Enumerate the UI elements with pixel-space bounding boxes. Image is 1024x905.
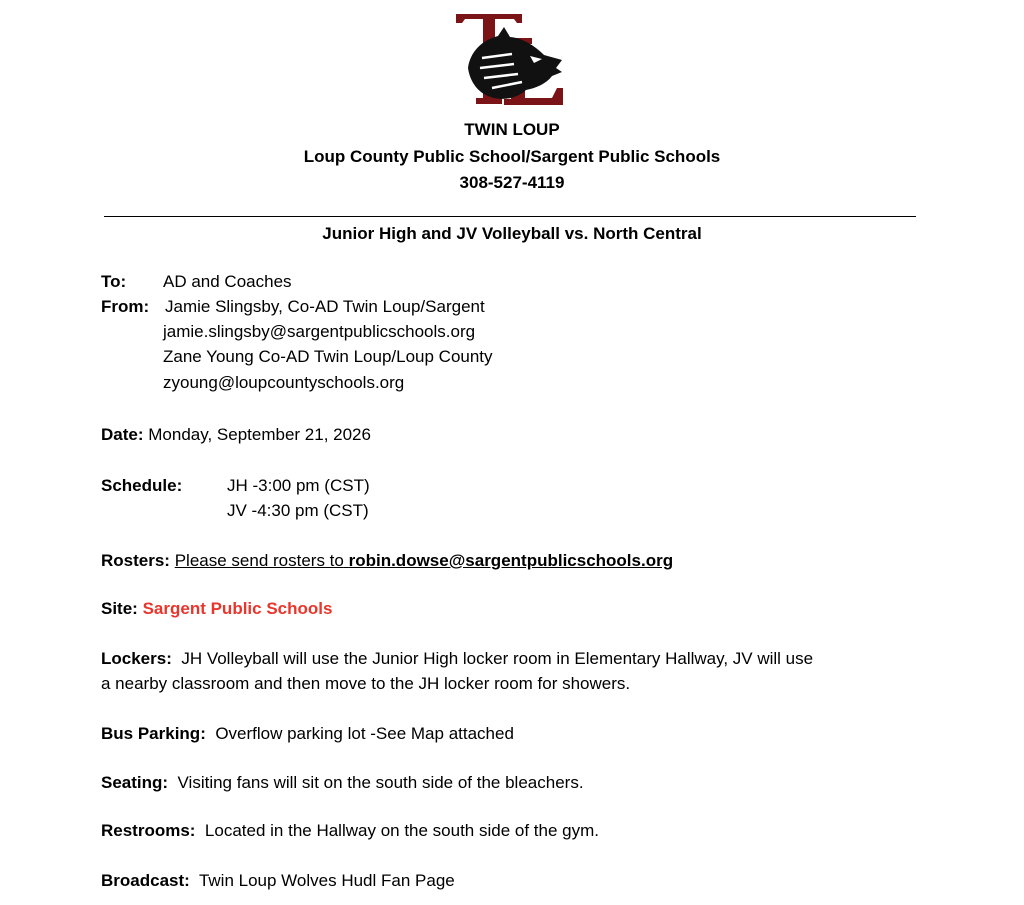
to-label: To:	[101, 272, 127, 291]
seating-label: Seating:	[101, 773, 169, 792]
org-name: TWIN LOUP	[464, 120, 560, 139]
to-row	[101, 271, 126, 293]
schools-line: Loup County Public School/Sargent Public Schools	[303, 147, 721, 166]
twin-loup-logo	[452, 10, 566, 110]
rosters-row	[101, 550, 673, 572]
rosters-text: Please send rosters to	[174, 551, 344, 570]
restrooms-row	[101, 820, 599, 842]
restrooms-value: Located in the Hallway on the south side of the gym.	[204, 821, 599, 840]
bus-row	[101, 723, 514, 745]
schedule-label: Schedule:	[101, 476, 183, 495]
seating-value: Visiting fans will sit on the south side of the bleachers.	[177, 773, 584, 792]
site-value: Sargent Public Schools	[142, 599, 333, 618]
restrooms-label: Restrooms:	[101, 821, 196, 840]
broadcast-value: Twin Loup Wolves Hudl Fan Page	[198, 871, 455, 890]
from-line-1: Jamie Slingsby, Co-AD Twin Loup/Sargent	[165, 297, 485, 316]
from-email-2[interactable]: zyoung@loupcountyschools.org	[163, 373, 405, 392]
memo-title: Junior High and JV Volleyball vs. North Central	[322, 224, 702, 243]
broadcast-row	[101, 870, 455, 892]
lockers-line-1: JH Volleyball will use the Junior High locker room in Elementary Hallway, JV will use	[181, 649, 814, 668]
lockers-label: Lockers:	[101, 649, 172, 668]
rosters-email-link[interactable]: robin.dowse@sargentpublicschools.org	[348, 551, 674, 570]
to-value: AD and Coaches	[163, 272, 292, 291]
phone-number: 308-527-4119	[459, 173, 565, 192]
divider-line	[104, 216, 916, 217]
schedule-jv: JV -4:30 pm (CST)	[227, 501, 369, 520]
from-label: From:	[101, 297, 150, 316]
date-row	[101, 424, 371, 446]
date-value: Monday, September 21, 2026	[148, 425, 371, 444]
schedule-jh: JH -3:00 pm (CST)	[227, 476, 370, 495]
lockers-row	[101, 648, 813, 670]
from-email-1[interactable]: jamie.slingsby@sargentpublicschools.org	[163, 322, 476, 341]
bus-value: Overflow parking lot -See Map attached	[215, 724, 514, 743]
broadcast-label: Broadcast:	[101, 871, 190, 890]
lockers-line-2: a nearby classroom and then move to the JH locker room for showers.	[101, 674, 631, 693]
site-label: Site:	[101, 599, 138, 618]
seating-row	[101, 772, 584, 794]
rosters-label: Rosters:	[101, 551, 170, 570]
site-row	[101, 598, 332, 620]
date-label: Date:	[101, 425, 144, 444]
from-line-2: Zane Young Co-AD Twin Loup/Loup County	[163, 347, 493, 366]
bus-label: Bus Parking:	[101, 724, 206, 743]
